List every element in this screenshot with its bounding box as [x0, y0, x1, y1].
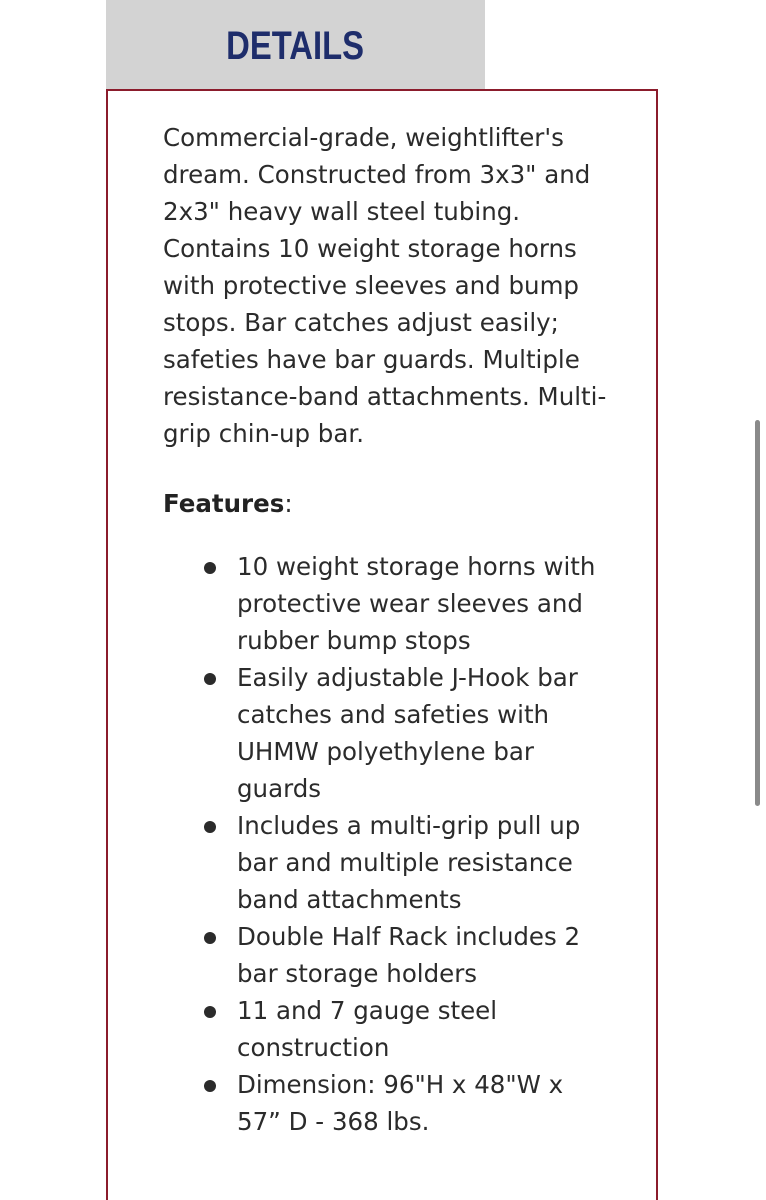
feature-item [163, 659, 613, 807]
feature-list [163, 548, 613, 1140]
feature-item [163, 992, 613, 1066]
feature-item [163, 807, 613, 918]
feature-text: Easily adjustable J-Hook bar catches and safeties with UHMW polyethylene bar guards [237, 663, 578, 803]
details-tab[interactable] [106, 0, 485, 90]
vertical-scrollbar[interactable] [755, 420, 760, 806]
details-tab-title: DETAILS [226, 23, 365, 68]
features-colon: : [284, 489, 293, 518]
details-content [163, 119, 613, 1140]
features-heading [163, 485, 613, 522]
feature-text: Includes a multi-grip pull up bar and multiple resistance band attachments [237, 811, 581, 914]
bullet-icon [204, 932, 216, 944]
bullet-icon [204, 1006, 216, 1018]
bullet-icon [204, 1080, 216, 1092]
product-description: Commercial-grade, weightlifter's dream. Constructed from 3x3" and 2x3" heavy wall steel tubing. Contains 10 weight storage horns with protective sleeves and bump stops. Bar catches adjust easily; safeties have bar guards. Multiple resistance-band attachments. Multi-grip chin-up bar. [163, 123, 607, 448]
feature-item [163, 918, 613, 992]
feature-text: Dimension: 96"H x 48"W x 57” D - 368 lbs. [237, 1070, 564, 1136]
bullet-icon [204, 673, 216, 685]
bullet-icon [204, 821, 216, 833]
bullet-icon [204, 562, 216, 574]
feature-item [163, 548, 613, 659]
features-label: Features [163, 489, 285, 518]
feature-text: 11 and 7 gauge steel construction [237, 996, 498, 1062]
feature-item [163, 1066, 613, 1140]
feature-text: 10 weight storage horns with protective wear sleeves and rubber bump stops [237, 552, 596, 655]
feature-text: Double Half Rack includes 2 bar storage holders [237, 922, 581, 988]
